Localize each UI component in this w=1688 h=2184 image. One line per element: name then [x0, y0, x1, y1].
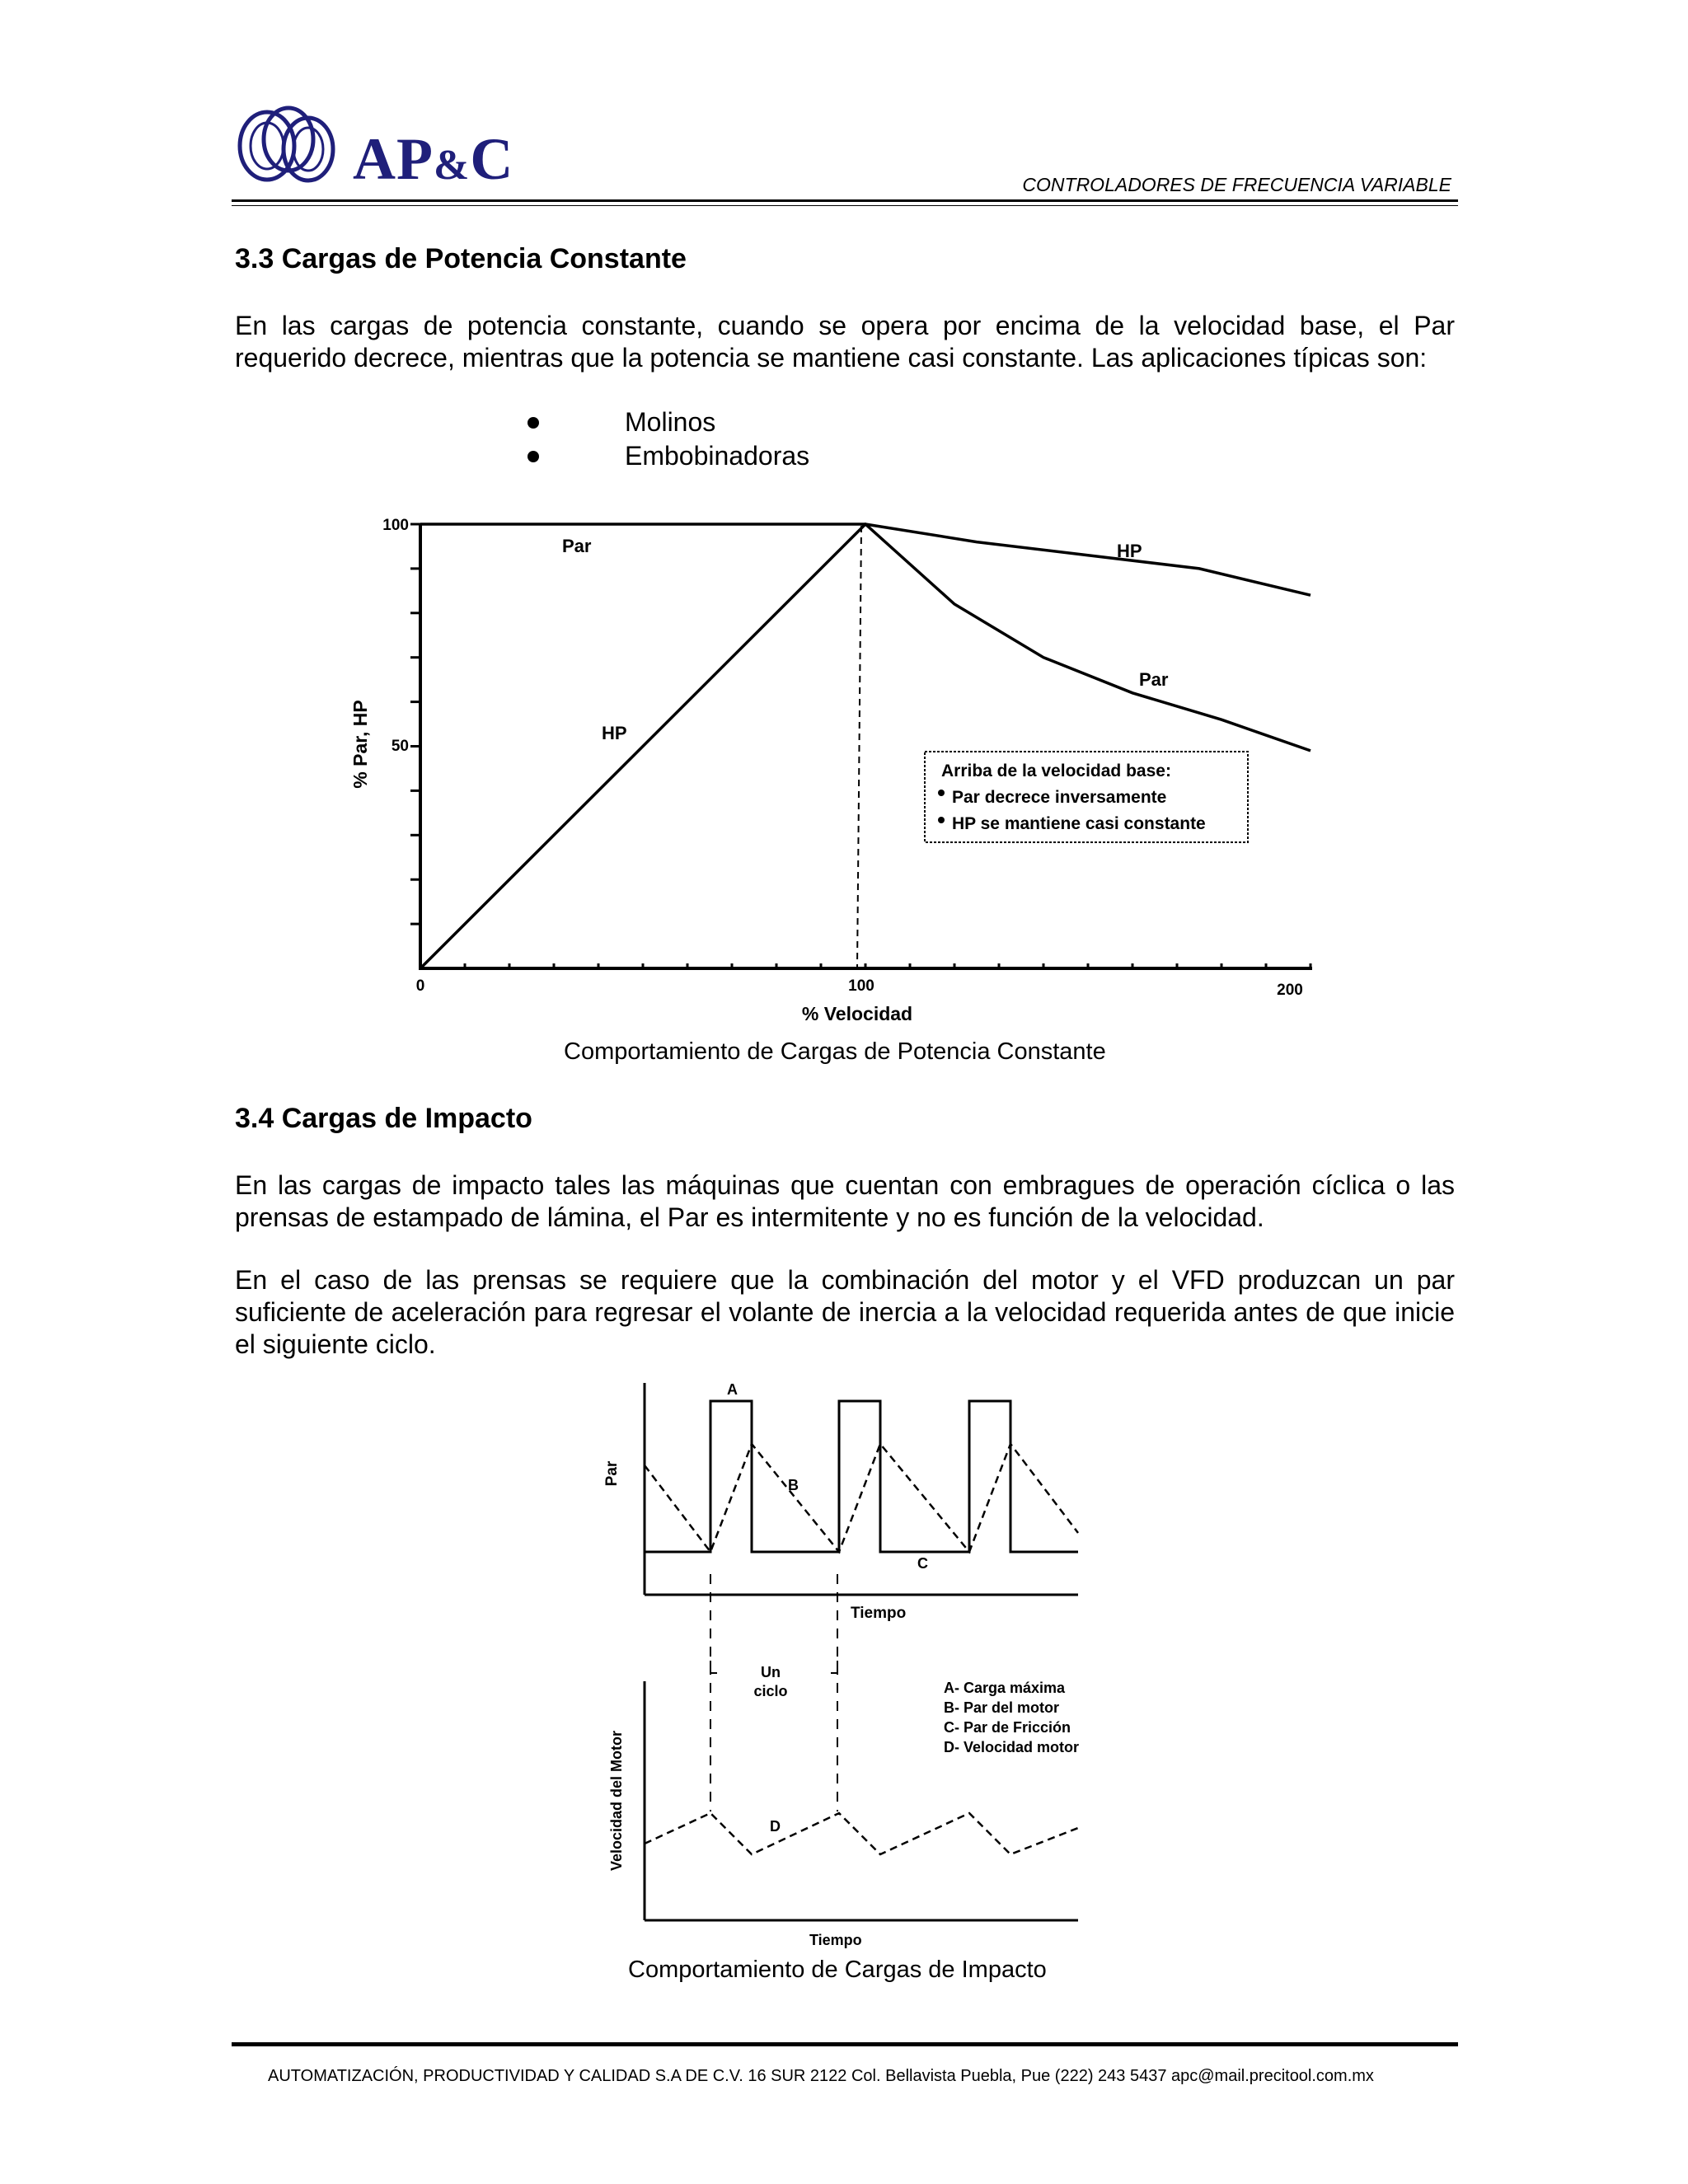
y-tick-label: 50 — [391, 738, 409, 755]
motor-speed-line — [645, 1813, 1078, 1854]
legend-item: D- Velocidad motor — [944, 1739, 1080, 1755]
section-heading-3-4: 3.4 Cargas de Impacto — [235, 1103, 532, 1134]
series-label-par: Par — [1139, 669, 1169, 690]
annotation-item: Par decrece inversamente — [952, 788, 1167, 807]
legend-item: C- Par de Fricción — [944, 1719, 1071, 1736]
x-tick-label: 200 — [1277, 982, 1303, 999]
series-label-hp: HP — [1117, 541, 1142, 561]
header-rule-thin — [232, 205, 1458, 206]
bottom-x-axis-title: Tiempo — [809, 1932, 862, 1948]
section-3-4-paragraph: En el caso de las prensas se requiere que la combinación del motor y el VFD produzcan un par suficiente de aceleración para regresar el volante de inercia a la velocidad requerida antes de que inicie el siguiente ciclo. — [235, 1265, 1455, 1359]
chart1-caption: Comportamiento de Cargas de Potencia Constante — [564, 1038, 1106, 1065]
company-logo-text: AP&C — [353, 126, 514, 192]
annotation-title: Arriba de la velocidad base: — [941, 762, 1171, 780]
legend-item: B- Par del motor — [944, 1699, 1060, 1716]
label-b: B — [788, 1477, 799, 1493]
footer-rule — [232, 2042, 1458, 2046]
constant-power-chart — [330, 511, 1335, 1030]
cycle-bracket — [831, 1661, 837, 1673]
y-tick-label: 100 — [382, 517, 409, 534]
x-axis-title: % Velocidad — [801, 1003, 913, 1024]
series-label-hp: HP — [602, 723, 627, 743]
legend-item: A- Carga máxima — [944, 1680, 1066, 1696]
chart2-caption: Comportamiento de Cargas de Impacto — [628, 1957, 1047, 1983]
x-tick-label: 0 — [415, 977, 425, 995]
annotation-bullet-icon — [938, 790, 945, 796]
y-axis-title: % Par, HP — [349, 700, 371, 789]
impact-load-diagram — [593, 1376, 1113, 1953]
section-3-3-paragraph: En las cargas de potencia constante, cuando se opera por encima de la velocidad base, el Par requerido decrece, mientras que la potencia se mantiene casi constante. Las aplicaciones típicas son: — [235, 311, 1455, 373]
label-a: A — [727, 1381, 738, 1398]
section-3-4-paragraph: En las cargas de impacto tales las máquinas que cuentan con embragues de operación cíclica o las prensas de estampado de lámina, el Par es intermitente y no es función de la velocidad. — [235, 1170, 1455, 1232]
bullet-icon — [528, 451, 539, 462]
par-series-line — [420, 524, 1311, 751]
annotation-bullet-icon — [938, 817, 945, 823]
cycle-bracket — [710, 1661, 717, 1673]
annotation-item: HP se mantiene casi constante — [952, 814, 1206, 833]
top-x-axis-title: Tiempo — [851, 1605, 907, 1622]
series-label-par: Par — [562, 536, 592, 556]
header-title: CONTROLADORES DE FRECUENCIA VARIABLE — [1022, 174, 1451, 195]
footer-text: AUTOMATIZACIÓN, PRODUCTIVIDAD Y CALIDAD S.A DE C.V. 16 SUR 2122 Col. Bellavista Puebla, Pue (222) 243 5437 apc@mail.precitool.com.mx — [268, 2067, 1374, 2085]
bottom-y-axis-title: Velocidad del Motor — [608, 1730, 625, 1872]
label-c: C — [917, 1555, 928, 1572]
label-d: D — [770, 1818, 781, 1835]
max-load-line — [645, 1401, 1078, 1552]
logo-icon — [234, 103, 340, 185]
header-rule — [232, 199, 1458, 202]
base-speed-line — [857, 526, 861, 968]
section-heading-3-3: 3.3 Cargas de Potencia Constante — [235, 243, 687, 274]
cycle-label: Un — [761, 1664, 781, 1680]
top-y-axis-title: Par — [603, 1460, 621, 1487]
bullet-icon — [528, 417, 539, 429]
hp-series-line — [420, 524, 1311, 968]
x-tick-label: 100 — [848, 977, 874, 995]
cycle-label: ciclo — [753, 1683, 788, 1699]
